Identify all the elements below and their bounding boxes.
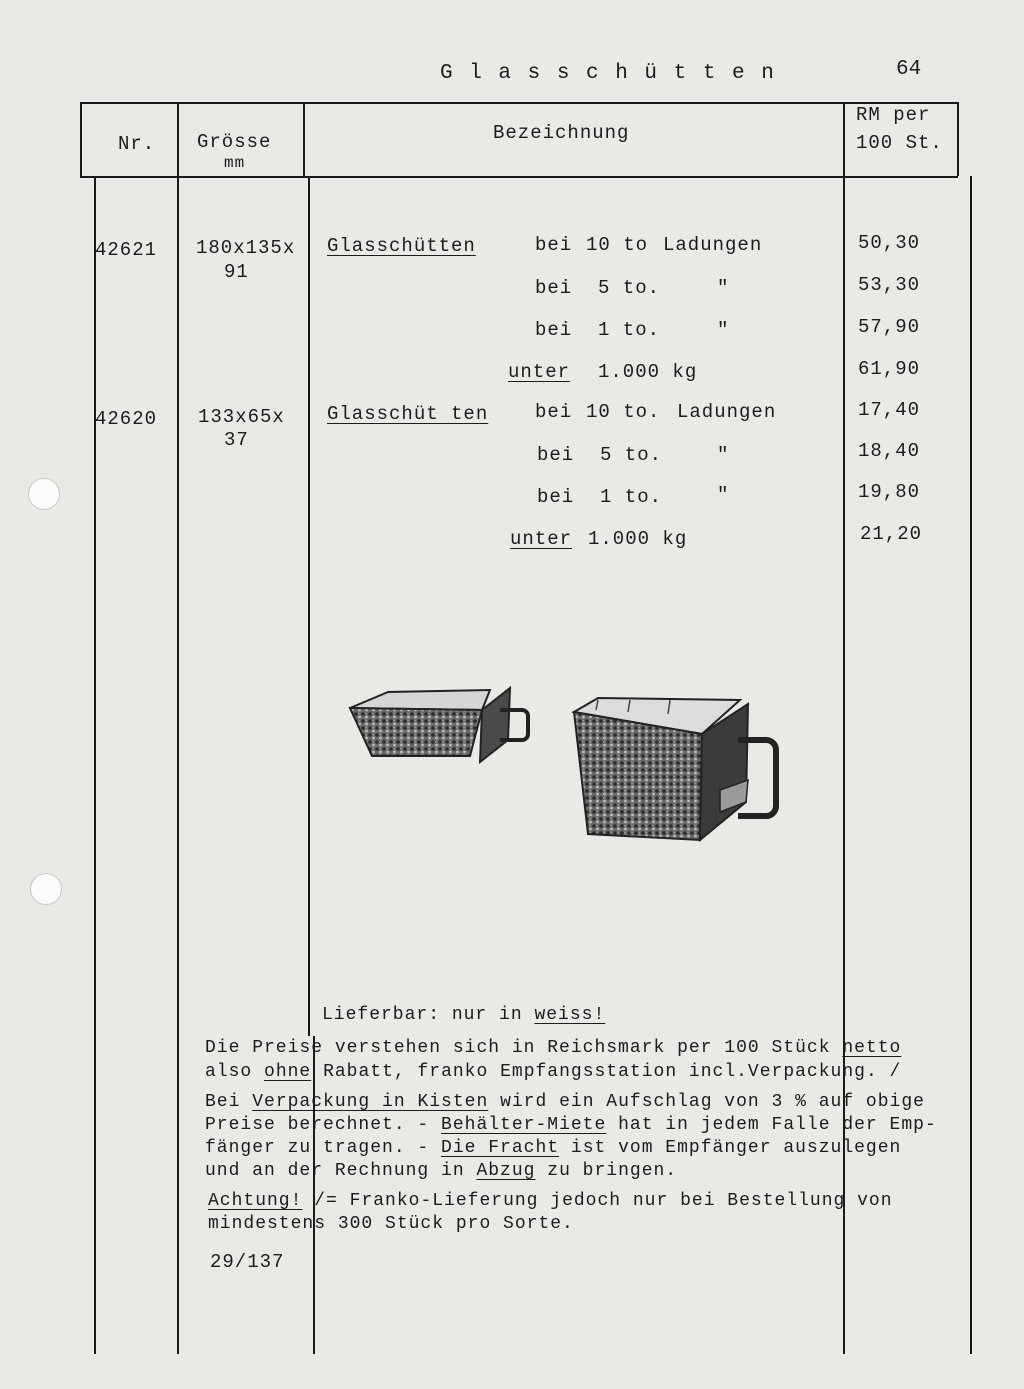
tier-qualifier: unter [510, 528, 573, 550]
punch-hole-top [28, 478, 60, 510]
header-groesse: Grösse [197, 131, 272, 153]
item-name: Glasschütten [327, 235, 476, 257]
page-number: 64 [896, 58, 922, 81]
item-name: Glasschüt ten [327, 403, 489, 425]
tier-price: 50,30 [858, 232, 921, 254]
tier-amount: 5 to. [598, 277, 661, 299]
header-price-line2: 100 St. [856, 132, 943, 154]
warning-label: Achtung! [208, 1191, 303, 1211]
item-nr: 42621 [95, 239, 158, 261]
availability-color: weiss! [534, 1005, 606, 1025]
packaging-terms-line4: und an der Rechnung in Abzug zu bringen. [205, 1161, 678, 1181]
tier-price: 53,30 [858, 274, 921, 296]
tier-amount: 1 to. [600, 486, 663, 508]
punch-hole-bottom [30, 873, 62, 905]
tier-qualifier: bei [535, 234, 573, 256]
warning-line1: Achtung! /= Franko-Lieferung jedoch nur bei Bestellung von [208, 1191, 893, 1211]
availability-note: Lieferbar: nur in weiss! [322, 1005, 606, 1025]
packaging-terms-line3: fänger zu tragen. - Die Fracht ist vom Empfänger auszulegen [205, 1138, 902, 1158]
reference-number: 29/137 [210, 1251, 285, 1273]
item-nr: 42620 [95, 408, 158, 430]
item-size-line1: 133x65x [198, 406, 285, 428]
tier-label: " [717, 319, 730, 341]
tier-amount: 5 to. [600, 444, 663, 466]
warning-line2: mindestens 300 Stück pro Sorte. [208, 1214, 574, 1234]
tier-price: 61,90 [858, 358, 921, 380]
tier-amount: 10 to. [586, 401, 661, 423]
item-size-line2: 91 [224, 261, 249, 283]
tier-price: 19,80 [858, 481, 921, 503]
price-terms-line1: Die Preise verstehen sich in Reichsmark per 100 Stück netto [205, 1038, 902, 1058]
tier-label: " [717, 444, 730, 466]
tier-amount: 1 to. [598, 319, 661, 341]
tier-qualifier: bei [537, 486, 575, 508]
header-bezeichnung: Bezeichnung [493, 122, 630, 144]
packaging-terms-line2: Preise berechnet. - Behälter-Miete hat in jedem Falle der Emp- [205, 1115, 937, 1135]
glass-chute-illustration [340, 670, 810, 850]
tier-price: 57,90 [858, 316, 921, 338]
tier-price: 17,40 [858, 399, 921, 421]
tier-amount: 1.000 kg [588, 528, 688, 550]
small-chute-icon [350, 688, 528, 762]
header-nr: Nr. [118, 133, 156, 155]
tier-label: " [717, 277, 730, 299]
tier-label: Ladungen [663, 234, 763, 256]
tier-qualifier: bei [537, 444, 575, 466]
tier-qualifier: bei [535, 319, 573, 341]
tier-qualifier: bei [535, 401, 573, 423]
header-groesse-unit: mm [224, 154, 246, 172]
price-terms-line2: also ohne Rabatt, franko Empfangsstation incl.Verpackung. / [205, 1062, 902, 1082]
page-title: G l a s s c h ü t t e n [440, 62, 776, 85]
tier-amount: 1.000 kg [598, 361, 698, 383]
packaging-terms-line1: Bei Verpackung in Kisten wird ein Aufschlag von 3 % auf obige [205, 1092, 925, 1112]
tier-amount: 10 to [586, 234, 649, 256]
item-size-line1: 180x135x [196, 237, 296, 259]
tier-price: 18,40 [858, 440, 921, 462]
tier-label: " [717, 484, 730, 506]
large-chute-icon [574, 698, 776, 840]
tier-label: Ladungen [677, 401, 777, 423]
tier-qualifier: bei [535, 277, 573, 299]
header-price-line1: RM per [856, 104, 931, 126]
tier-qualifier: unter [508, 361, 571, 383]
item-size-line2: 37 [224, 429, 249, 451]
tier-price: 21,20 [860, 523, 923, 545]
